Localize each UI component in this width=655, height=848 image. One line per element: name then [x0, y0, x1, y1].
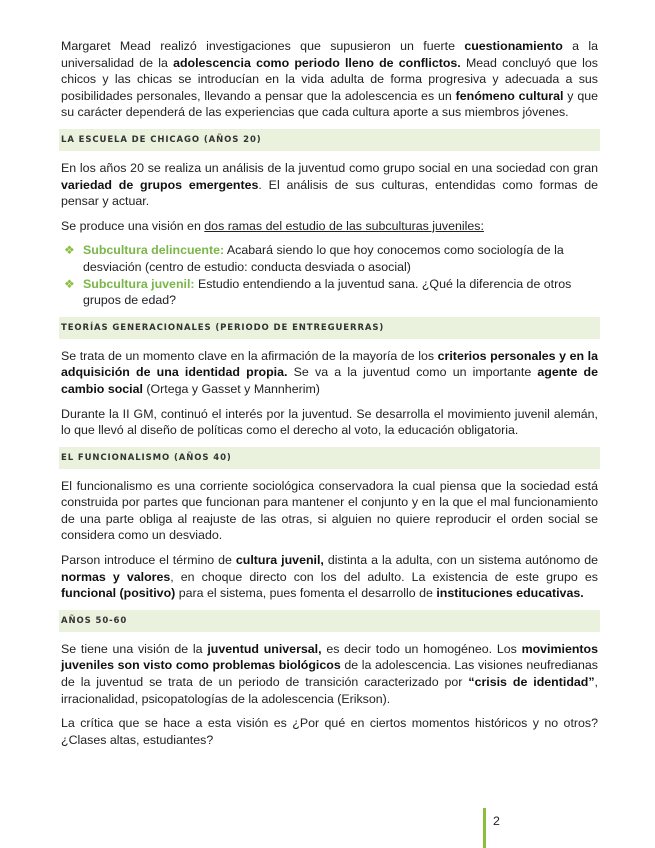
bullet-label: Subcultura delincuente: — [83, 243, 225, 258]
bullet-label: Subcultura juvenil: — [83, 276, 195, 291]
paragraph — [61, 160, 598, 210]
diamond-bullet-icon: ❖ — [64, 276, 75, 291]
list-item — [61, 242, 598, 275]
bold-run: instituciones educativas. — [436, 586, 584, 601]
bullet-text: Estudio entendiendo a la juventud sana. ¿Qué la diferencia de otros grupos de edad? — [83, 276, 572, 308]
bold-run: fenómeno cultural — [455, 88, 564, 103]
section-heading-functionalism: EL FUNCIONALISMO (AÑOS 40) — [59, 447, 600, 469]
bold-run: funcional (positivo) — [61, 586, 176, 601]
section-heading-chicago: LA ESCUELA DE CHICAGO (AÑOS 20) — [59, 129, 600, 151]
bold-run: “crisis de identidad” — [468, 675, 595, 690]
text-run: Mead concluyó que los chicos y las chicas se introducían en la vida adulta de forma progresiva y adecuada a sus posibilidades personales, llevando a pensar que la adolescencia es un — [61, 55, 598, 103]
text-run: Se tiene una visión de la — [61, 641, 208, 656]
bullet-text: Acabará siendo lo que hoy conocemos como sociología de la desviación (centro de estudio: conducta desviada o asocial) — [83, 243, 564, 274]
text-run: de la adolescencia. Las visiones neufredianas de la juventud se trata de un periodo de transición caracterizado por — [61, 658, 598, 690]
text-run: Se va a la juventud como un importante — [287, 365, 538, 380]
text-run: distinta a la adulta, con un sistema autónomo de — [323, 553, 598, 568]
paragraph: Durante la II GM, continuó el interés por la juventud. Se desarrolla el movimiento juvenil alemán, lo que llevó al diseño de políticas como el derecho al voto, la educación obligatoria. — [61, 406, 598, 438]
section-heading-50s-60s: AÑOS 50-60 — [59, 610, 600, 632]
paragraph — [61, 348, 598, 398]
list-item — [61, 276, 598, 309]
paragraph — [61, 641, 598, 707]
text-run: Margaret Mead realizó investigaciones que supusieron un fuerte — [61, 39, 465, 53]
bold-run: variedad de grupos emergentes — [61, 177, 259, 192]
text-run: En los años 20 se realiza un análisis de la juventud como grupo social en una sociedad con gran — [61, 160, 598, 175]
text-run: Se produce una visión en — [61, 218, 205, 233]
text-run: . El análisis de sus culturas, entendidas como formas de pensar y actuar. — [61, 177, 598, 209]
bold-run: adolescencia como periodo lleno de conflictos. — [173, 55, 461, 70]
text-run: es decir todo un homogéneo. Los — [321, 641, 522, 656]
bold-run: movimientos juveniles son visto como problemas biológicos — [61, 641, 598, 673]
text-run: Se trata de un momento clave en la afirmación de la mayoría de los — [61, 348, 438, 363]
text-run: Parson introduce el término de — [61, 553, 236, 568]
bold-run: agente de cambio social — [61, 365, 598, 396]
page-number: 2 — [493, 814, 500, 828]
diamond-bullet-icon: ❖ — [64, 243, 75, 258]
document-page — [61, 38, 598, 748]
bullet-list — [61, 242, 598, 308]
intro-paragraph — [61, 38, 598, 121]
bold-run: cuestionamiento — [464, 39, 563, 53]
bold-run: cultura juvenil, — [235, 553, 324, 568]
footer-accent-rule — [483, 808, 486, 848]
section-heading-generational: TEORÍAS GENERACIONALES (PERIODO DE ENTREGUERRAS) — [59, 317, 600, 339]
bold-run: juventud universal, — [207, 641, 322, 656]
text-run: , irracionalidad, psicopatologías de la adolescencia (Erikson). — [61, 675, 598, 706]
text-run: a la universalidad de la — [61, 39, 599, 70]
text-run: , en choque directo con los del adulto. La existencia de este grupo es — [170, 569, 598, 584]
underlined-run: dos ramas del estudio de las subculturas juveniles: — [204, 218, 484, 233]
paragraph — [61, 552, 598, 602]
text-run: (Ortega y Gasset y Mannherim) — [142, 381, 320, 396]
bold-run: criterios personales y en la adquisición de una identidad propia. — [61, 348, 598, 380]
bold-run: normas y valores — [61, 569, 171, 584]
text-run: para el sistema, pues fomenta el desarrollo de — [175, 586, 437, 601]
paragraph — [61, 218, 598, 235]
paragraph: La crítica que se hace a esta visión es ¿Por qué en ciertos momentos históricos y no otros? ¿Clases altas, estudiantes? — [61, 716, 598, 747]
text-run: y que su carácter dependerá de las experiencias que cada cultura aporte a sus miembros jóvenes. — [61, 88, 598, 120]
paragraph: El funcionalismo es una corriente sociológica conservadora la cual piensa que la sociedad está construida por partes que funcionan para mantener el conjunto y en la que el mal funcionamiento de una parte obliga al reajuste de las otras, si alguien no quiere reproducir el orden social se considera como un desviado. — [61, 478, 598, 543]
